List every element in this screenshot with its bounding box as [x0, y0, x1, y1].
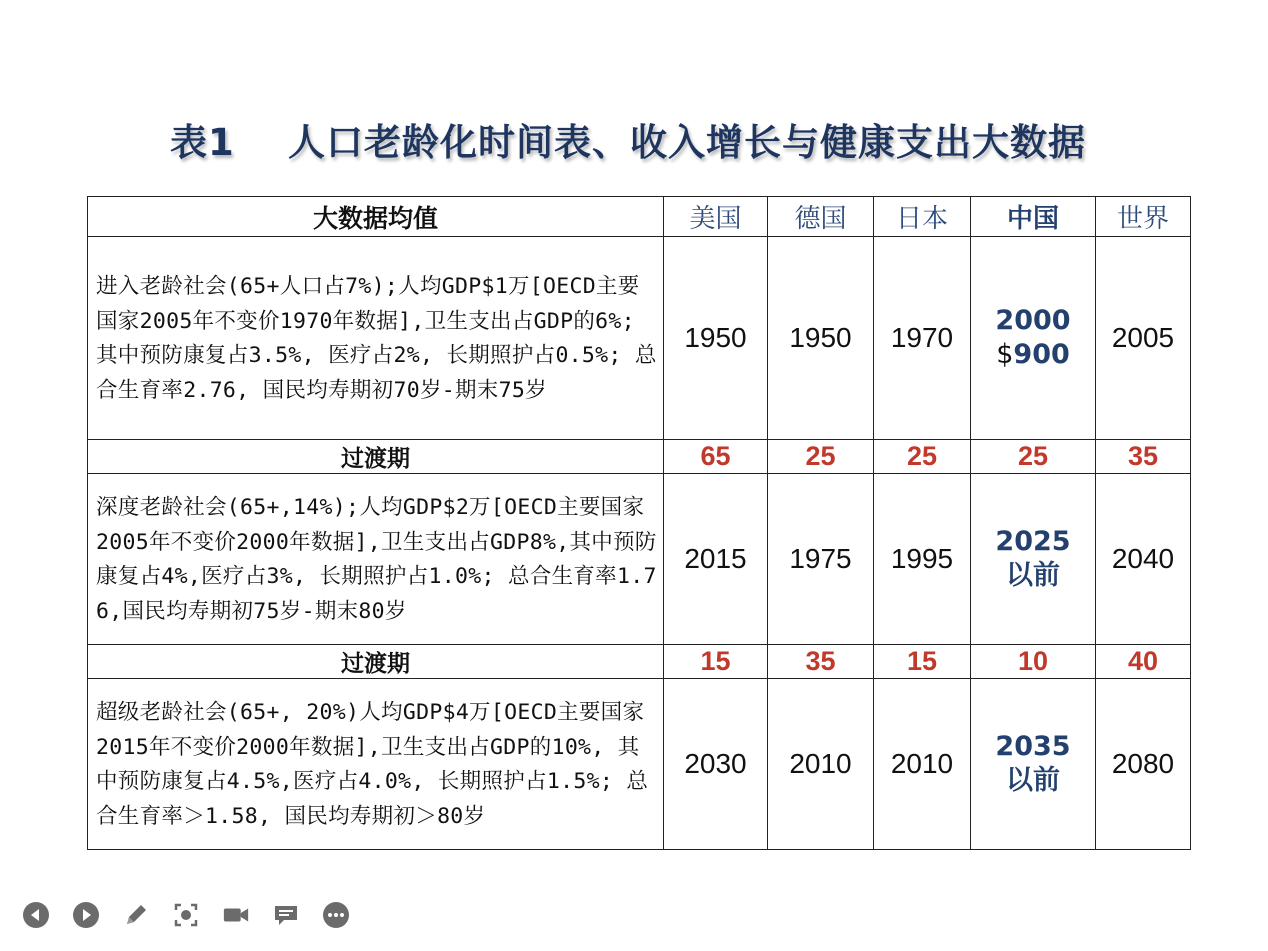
slide-title: [170, 112, 1130, 168]
screenshot-icon: [172, 901, 200, 929]
cell-de: 25: [768, 440, 874, 474]
table-row-super-aging: [88, 679, 1191, 850]
presentation-toolbar: [22, 898, 350, 932]
cell-us: 1950: [664, 237, 768, 440]
pen-button[interactable]: [122, 901, 150, 929]
table-row-aging-society: [88, 237, 1191, 440]
next-slide-button[interactable]: [72, 901, 100, 929]
cell-de: 1950: [768, 237, 874, 440]
cn-qualifier: 以前: [1006, 765, 1060, 796]
cell-world: 2040: [1096, 474, 1191, 645]
cell-world: 2005: [1096, 237, 1191, 440]
cell-de: 1975: [768, 474, 874, 645]
aging-data-table: [87, 196, 1191, 850]
cell-cn: 10: [971, 645, 1096, 679]
video-icon: [222, 901, 250, 929]
cell-world: 35: [1096, 440, 1191, 474]
cell-us: 65: [664, 440, 768, 474]
table-row-transition: [88, 645, 1191, 679]
cell-us: 15: [664, 645, 768, 679]
cell-jp: 2010: [874, 679, 971, 850]
header-de: 德国: [768, 197, 874, 237]
cn-year: 2000: [995, 305, 1071, 336]
cell-jp: 25: [874, 440, 971, 474]
cell-de: 35: [768, 645, 874, 679]
transition-label: 过渡期: [88, 440, 664, 474]
more-button[interactable]: [322, 901, 350, 929]
dollar-symbol: $: [996, 339, 1014, 370]
prev-icon: [22, 901, 50, 929]
video-button[interactable]: [222, 901, 250, 929]
cell-jp: 1995: [874, 474, 971, 645]
cell-world: 2080: [1096, 679, 1191, 850]
header-cn: 中国: [971, 197, 1096, 237]
screenshot-button[interactable]: [172, 901, 200, 929]
cn-gdp: [971, 338, 1095, 372]
cn-year: 2035: [995, 731, 1071, 762]
comment-icon: [272, 901, 300, 929]
row-description: 超级老龄社会(65+, 20%)人均GDP$4万[OECD主要国家2015年不变价2000年数据],卫生支出占GDP的10%, 其中预防康复占4.5%,医疗占4.0%, 长期照护占1.5%; 总合生育率＞1.58, 国民均寿期初＞80岁: [88, 679, 664, 850]
cell-de: 2010: [768, 679, 874, 850]
next-icon: [72, 901, 100, 929]
row-description: 深度老龄社会(65+,14%);人均GDP$2万[OECD主要国家2005年不变价2000年数据],卫生支出占GDP8%,其中预防康复占4%,医疗占3%, 长期照护占1.0%; 总合生育率1.76,国民均寿期初75岁-期末80岁: [88, 474, 664, 645]
cell-jp: 1970: [874, 237, 971, 440]
transition-label: 过渡期: [88, 645, 664, 679]
cell-cn: [971, 679, 1096, 850]
cn-year: 2025: [995, 526, 1071, 557]
cell-us: 2030: [664, 679, 768, 850]
table-number: 表1: [170, 121, 235, 164]
title-text: 人口老龄化时间表、收入增长与健康支出大数据: [288, 121, 1086, 164]
cell-cn: [971, 237, 1096, 440]
cell-world: 40: [1096, 645, 1191, 679]
header-world: 世界: [1096, 197, 1191, 237]
cell-jp: 15: [874, 645, 971, 679]
header-jp: 日本: [874, 197, 971, 237]
table-row-transition: [88, 440, 1191, 474]
comment-button[interactable]: [272, 901, 300, 929]
table-row-deep-aging: [88, 474, 1191, 645]
cell-us: 2015: [664, 474, 768, 645]
header-row: [88, 197, 1191, 237]
header-us: 美国: [664, 197, 768, 237]
more-icon: [322, 901, 350, 929]
cell-cn: [971, 474, 1096, 645]
row-description: 进入老龄社会(65+人口占7%);人均GDP$1万[OECD主要国家2005年不变价1970年数据],卫生支出占GDP的6%; 其中预防康复占3.5%, 医疗占2%, 长期照护占0.5%; 总合生育率2.76, 国民均寿期初70岁-期末75岁: [88, 237, 664, 440]
header-desc: 大数据均值: [88, 197, 664, 237]
prev-slide-button[interactable]: [22, 901, 50, 929]
cell-cn: 25: [971, 440, 1096, 474]
cn-gdp-value: 900: [1013, 339, 1070, 370]
pen-icon: [122, 901, 150, 929]
cn-qualifier: 以前: [1006, 560, 1060, 591]
